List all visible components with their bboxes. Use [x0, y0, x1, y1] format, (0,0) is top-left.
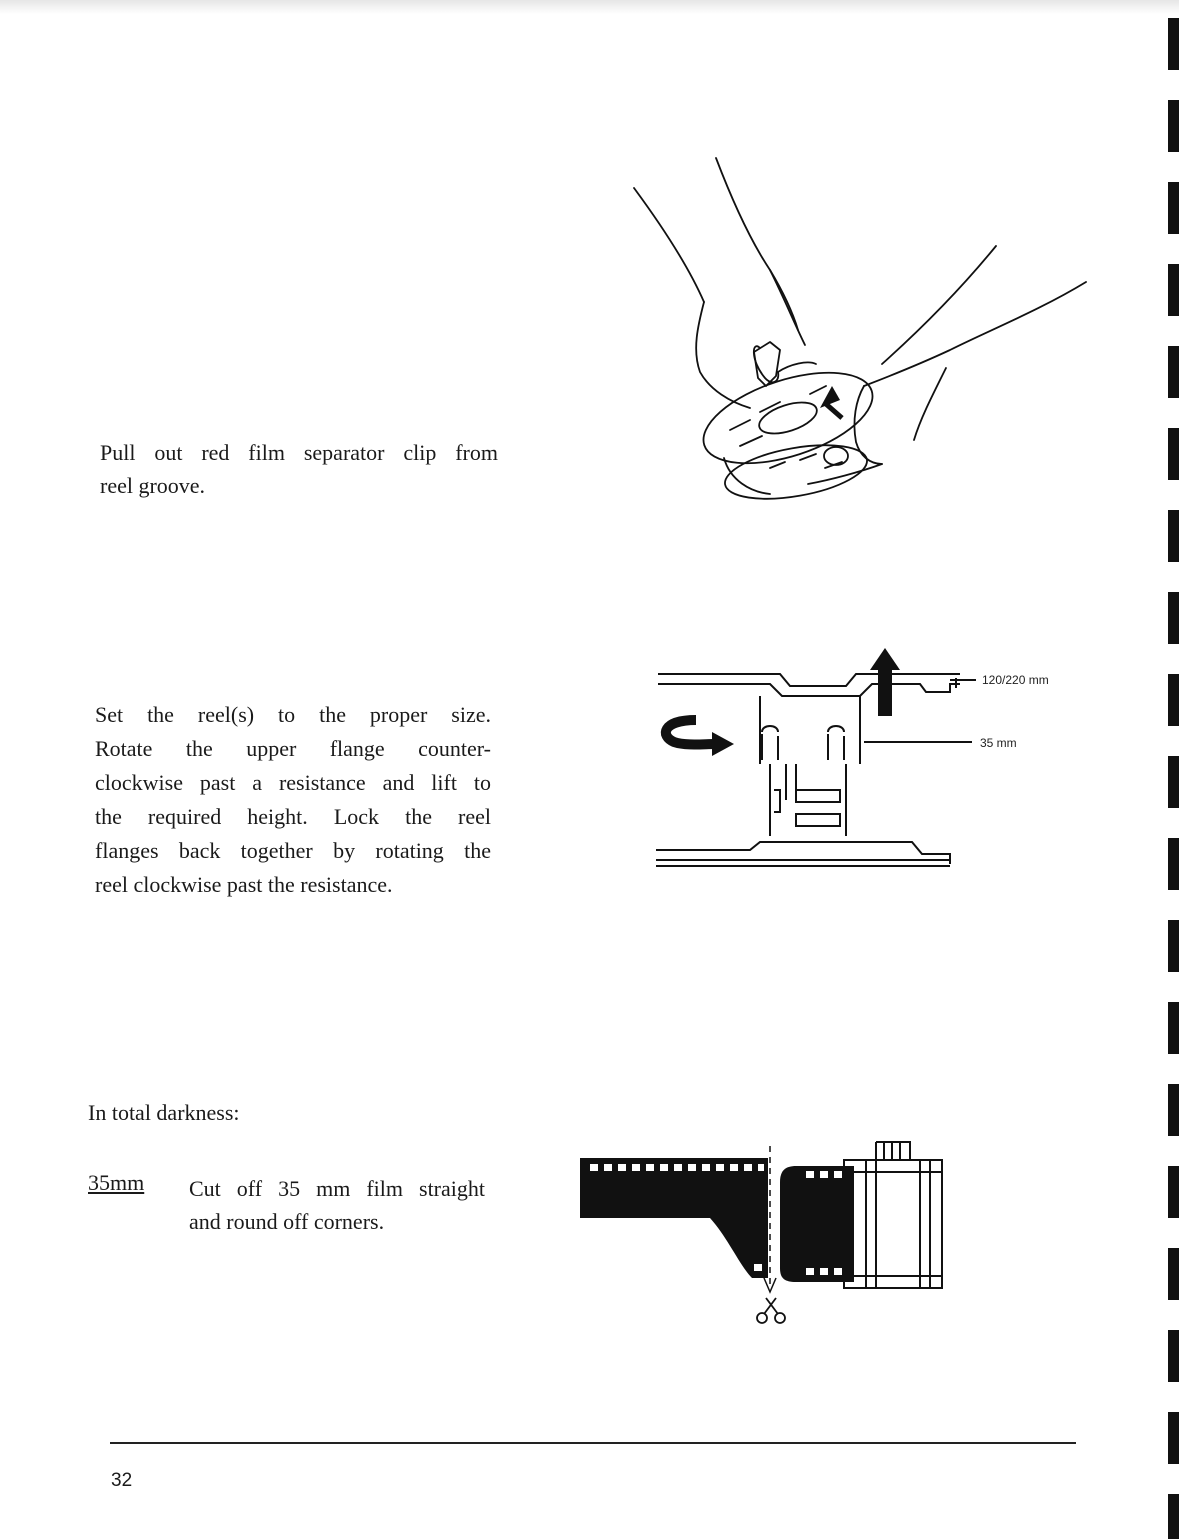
instruction-set-reel-size — [95, 698, 491, 902]
text-line: Set the reel(s) to the proper size. — [95, 702, 491, 727]
binding-mark — [1168, 18, 1179, 70]
binding-mark — [1168, 1084, 1179, 1136]
binding-mark — [1168, 674, 1179, 726]
text-line: clockwise past a resistance and lift to — [95, 770, 491, 795]
binding-mark — [1168, 838, 1179, 890]
binding-mark — [1168, 100, 1179, 152]
binding-mark — [1168, 1412, 1179, 1464]
footer-rule — [110, 1442, 1076, 1444]
text-line: Rotate the upper flange counter- — [95, 736, 491, 761]
binding-mark — [1168, 510, 1179, 562]
binding-mark — [1168, 1330, 1179, 1382]
size-label-120-220: 120/220 mm — [982, 673, 1049, 687]
binding-mark — [1168, 1494, 1179, 1539]
text-line: reel clockwise past the resistance. — [95, 872, 393, 897]
text-line: Cut off 35 mm film straight — [189, 1176, 485, 1201]
binding-mark — [1168, 182, 1179, 234]
instruction-cut-film — [189, 1172, 485, 1238]
film-format-label: 35mm — [88, 1170, 145, 1195]
size-label-35mm: 35 mm — [980, 736, 1017, 750]
binding-mark — [1168, 756, 1179, 808]
binding-mark — [1168, 428, 1179, 480]
scan-top-shading — [0, 0, 1179, 14]
figure-film-cut — [580, 1138, 950, 1328]
binding-mark — [1168, 264, 1179, 316]
text-line: reel groove. — [100, 473, 206, 498]
binding-mark — [1168, 1002, 1179, 1054]
page-number: 32 — [111, 1470, 133, 1491]
text-line: the required height. Lock the reel — [95, 804, 491, 829]
figure-reel-size-adjust — [650, 640, 1080, 880]
binding-mark — [1168, 346, 1179, 398]
binding-mark — [1168, 1166, 1179, 1218]
figure-hands-reel — [620, 150, 1100, 520]
darkness-heading: In total darkness: — [88, 1100, 240, 1125]
binding-mark — [1168, 1248, 1179, 1300]
text-line: Pull out red film separator clip from — [100, 440, 498, 465]
instruction-separator-clip — [100, 436, 498, 502]
binding-mark — [1168, 920, 1179, 972]
text-line: flanges back together by rotating the — [95, 838, 491, 863]
text-line: and round off corners. — [189, 1209, 385, 1234]
binding-mark — [1168, 592, 1179, 644]
